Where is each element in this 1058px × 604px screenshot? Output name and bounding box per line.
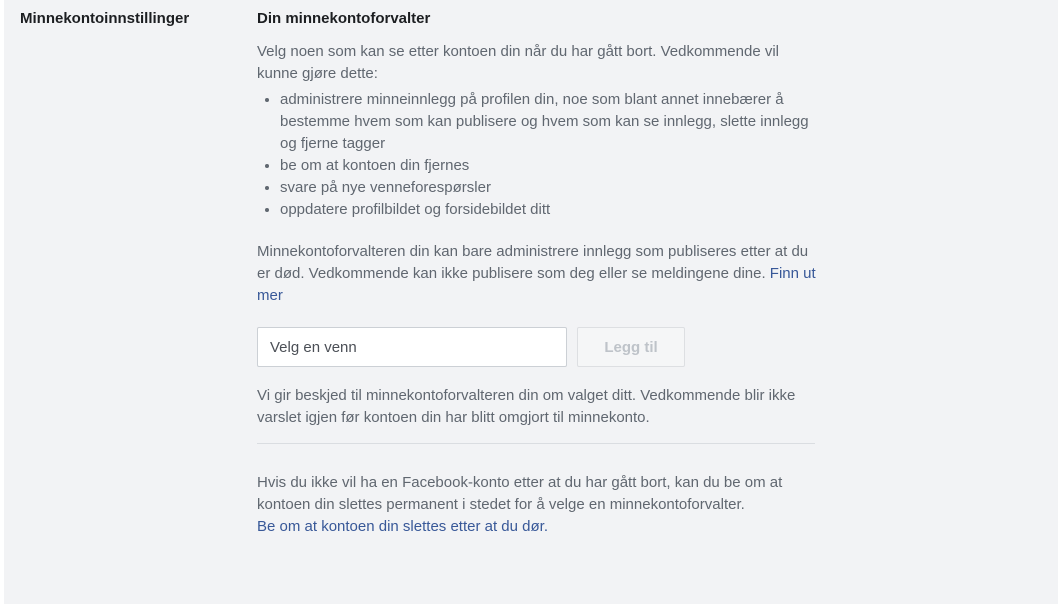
choose-friend-input[interactable] — [257, 327, 567, 367]
delete-text: Hvis du ikke vil ha en Facebook-konto etter at du har gått bort, kan du be om at kontoen din slettes permanent i stedet for å velge en minnekontoforvalter. — [257, 474, 783, 513]
section-label: Minnekontoinnstillinger — [20, 10, 190, 27]
add-button[interactable]: Legg til — [577, 327, 685, 367]
delete-account-link[interactable]: Be om at kontoen din slettes etter at du dør. — [257, 518, 548, 535]
list-item: • administrere minneinnlegg på profilen din, noe som blant annet innebærer å bestemme hvem som kan publisere og hvem som kan se innlegg, slette innlegg og fjerne tagger — [280, 89, 817, 155]
add-contact-row — [257, 327, 817, 367]
legacy-contact-content — [257, 10, 817, 538]
learn-more-link[interactable]: Finn ut mer — [257, 265, 816, 304]
divider — [257, 443, 815, 444]
settings-panel — [4, 0, 1058, 604]
list-item: • oppdatere profilbildet og forsidebildet ditt — [280, 199, 817, 221]
permissions-list — [257, 89, 817, 221]
limits-text: Minnekontoforvalteren din kan bare administrere innlegg som publiseres etter at du er død. Vedkommende kan ikke publisere som deg eller se meldingene dine. — [257, 243, 809, 282]
section-heading: Din minnekontoforvalter — [257, 10, 431, 27]
notify-text: Vi gir beskjed til minnekontoforvalteren din om valget ditt. Vedkommende blir ikke varslet igjen før kontoen din har blitt omgjort til minnekonto. — [257, 387, 796, 426]
list-item: • be om at kontoen din fjernes — [280, 155, 817, 177]
list-item: • svare på nye venneforespørsler — [280, 177, 817, 199]
limits-paragraph — [257, 241, 817, 307]
intro-text: Velg noen som kan se etter kontoen din når du har gått bort. Vedkommende vil kunne gjøre dette: — [257, 43, 779, 82]
